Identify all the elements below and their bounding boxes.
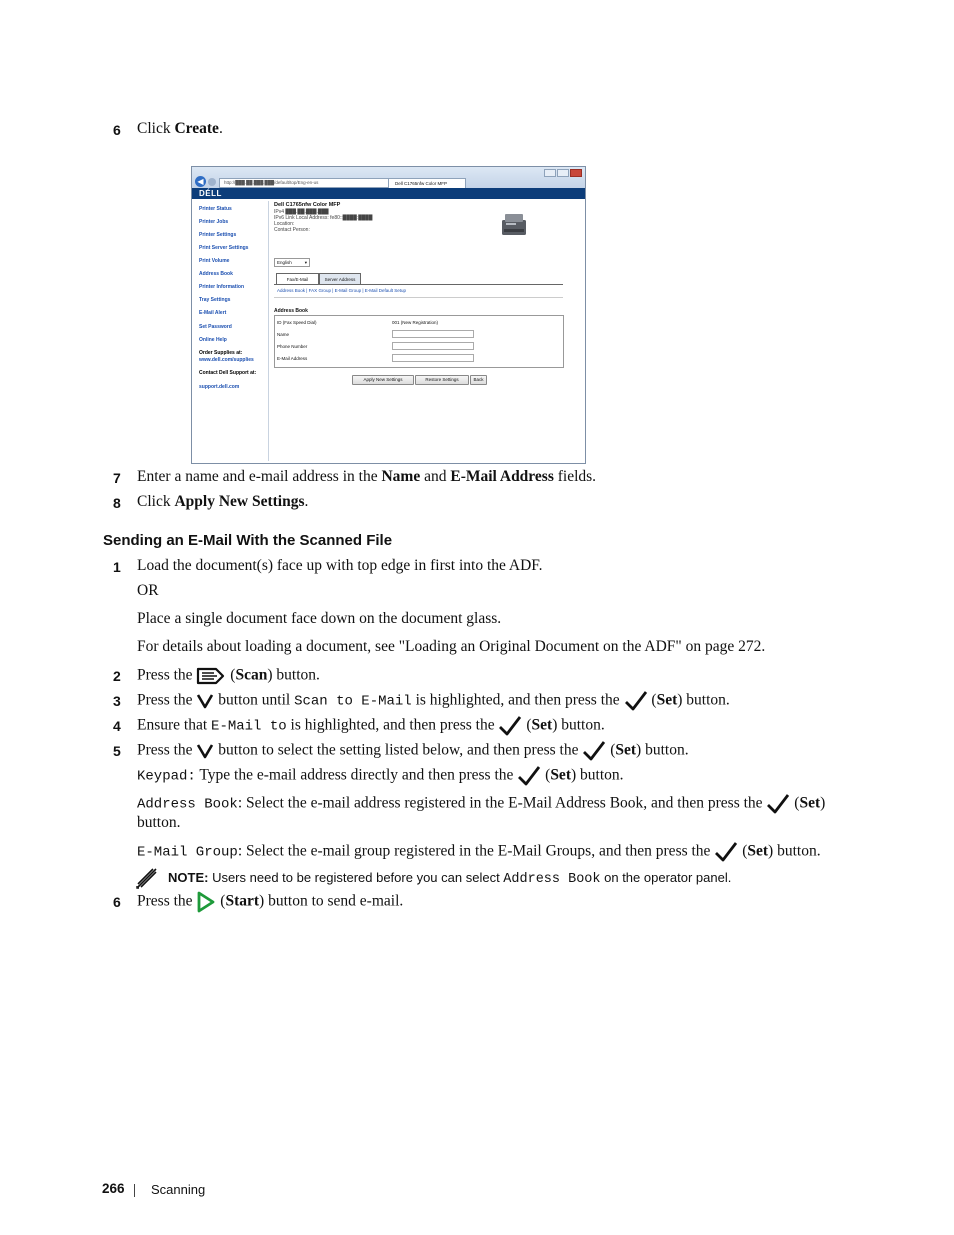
back-button: Back [470, 375, 487, 385]
apply-new-settings-label: Apply New Settings [174, 493, 305, 510]
scan-to-email-code: Scan to E-Mail [294, 693, 412, 710]
step-text: Enter a name and e-mail address in the [137, 468, 382, 485]
name-label: Name [277, 332, 290, 337]
address-book-title: Address Book [274, 308, 308, 314]
footer-divider [134, 1184, 135, 1197]
email-field [392, 354, 474, 362]
tab-server-address: Server Address [319, 273, 361, 285]
checkmark-icon [582, 740, 606, 762]
nav-printer-status: Printer Status [199, 206, 232, 212]
section-heading: Sending an E-Mail With the Scanned File [103, 532, 393, 549]
checkmark-icon [714, 841, 738, 863]
minimize-icon [544, 169, 556, 177]
printer-ipv6: IPv6 Link Local Address: fe80::████:████ [274, 215, 373, 221]
step-text: Press the [137, 691, 197, 709]
note [168, 869, 731, 889]
keypad-code: Keypad: [137, 768, 196, 785]
chevron-down-icon [196, 693, 214, 709]
support-link: support.dell.com [199, 384, 240, 390]
language-value: English [277, 260, 292, 265]
step-text: button until [214, 691, 295, 709]
dell-header-bar [192, 188, 585, 199]
back-arrow-icon: ◀ [195, 176, 206, 187]
nav-print-server-settings: Print Server Settings [199, 245, 249, 251]
set-label: Set [615, 741, 637, 759]
step-text: Click [137, 493, 175, 510]
address-bar: http://███.██.███.███/default/top/Eng-en-us [219, 178, 391, 188]
nav-email-alert: E-Mail Alert [199, 310, 227, 316]
printer-location: Location: [274, 221, 295, 227]
step-1-details: For details about loading a document, see "Loading an Original Document on the ADF" on page 272. [137, 638, 766, 655]
step-7-enter-name [137, 467, 596, 487]
browser-tab: Dell C1765nfw Color MFP [388, 178, 466, 188]
step-number: 5 [113, 743, 121, 759]
note-pencil-icon [136, 867, 158, 889]
contact-support-label: Contact Dell Support at: [199, 370, 257, 376]
step-text: and [420, 468, 451, 485]
step-text: Ensure that [137, 716, 212, 734]
step-text: Press the [137, 666, 197, 684]
order-supplies-link: www.dell.com/supplies [199, 357, 254, 363]
step-text: button. [557, 716, 605, 734]
nav-divider [268, 201, 269, 461]
sub-links: Address Book | FAX Group | E-Mail Group | E-Mail Default Setup [277, 288, 407, 293]
start-label: Start [225, 892, 260, 910]
address-book-code: Address Book [503, 872, 601, 887]
email-label: E-Mail Address [277, 356, 308, 361]
step-number: 3 [113, 693, 121, 709]
printer-title: Dell C1765nfw Color MFP [274, 202, 341, 208]
note-text: on the operator panel. [600, 870, 732, 885]
page-number: 266 [102, 1181, 125, 1196]
step-1-alt: Place a single document face down on the document glass. [137, 610, 502, 627]
step-number: 2 [113, 668, 121, 684]
step-2-scan: Press the (Scan) button. [137, 665, 320, 687]
step-text: Press the [137, 741, 197, 759]
set-label: Set [531, 716, 553, 734]
printer-ipv4: IPv4 ███.██.███.███ [274, 209, 329, 215]
step-6-start: Press the (Start) button to send e-mail. [137, 891, 403, 913]
step-5-select-setting: Press the button to select the setting listed below, and then press the (Set) button. [137, 740, 689, 762]
email-address-label: E-Mail Address [450, 468, 554, 485]
or-text: OR [137, 582, 159, 599]
set-label: Set [799, 794, 821, 812]
step-6-create [137, 119, 223, 139]
nav-online-help: Online Help [199, 337, 227, 343]
sub-divider [274, 297, 563, 298]
nav-tray-settings: Tray Settings [199, 297, 231, 303]
printer-image-icon [500, 211, 528, 237]
step-text: button to send e-mail. [264, 892, 404, 910]
dropdown-arrow-icon: ▾ [304, 260, 307, 265]
nav-set-password: Set Password [199, 324, 232, 330]
step-number: 6 [113, 894, 121, 910]
step-text: button. [272, 666, 320, 684]
step-text: button. [682, 691, 730, 709]
step-number: 4 [113, 718, 121, 734]
step-8-apply [137, 492, 308, 512]
restore-settings-button: Restore Settings [415, 375, 469, 385]
nav-printer-jobs: Printer Jobs [199, 219, 229, 225]
option-text: : Select the e-mail address registered in the E-Mail Address Book, and then press the [237, 794, 767, 812]
step-text: fields. [553, 468, 597, 485]
phone-label: Phone Number [277, 344, 308, 349]
option-address-book-cont: button. [137, 814, 181, 831]
printer-contact: Contact Person: [274, 227, 310, 233]
step-text: Press the [137, 892, 197, 910]
step-text: is highlighted, and then press the [411, 691, 624, 709]
option-email-group: E-Mail Group: Select the e-mail group registered in the E-Mail Groups, and then press the (Set) button. [137, 841, 821, 863]
close-icon [570, 169, 582, 177]
start-play-icon [196, 891, 216, 913]
tab-fax-email: Fax/E-Mail [276, 273, 319, 285]
apply-new-settings-button: Apply New Settings [352, 375, 414, 385]
checkmark-icon [624, 690, 648, 712]
step-number: 7 [113, 470, 121, 486]
set-label: Set [656, 691, 678, 709]
create-label: Create [174, 120, 219, 137]
note-text: Users need to be registered before you can select [208, 870, 504, 885]
checkmark-icon [766, 793, 790, 815]
step-text: button. [641, 741, 689, 759]
step-text: Click [137, 120, 175, 137]
option-keypad: Keypad: Type the e-mail address directly and then press the (Set) button. [137, 765, 624, 787]
step-number: 6 [113, 122, 121, 138]
maximize-icon [557, 169, 569, 177]
option-address-book: Address Book: Select the e-mail address registered in the E-Mail Address Book, and then press the (Set) [137, 793, 825, 815]
step-1-load: Load the document(s) face up with top edge in first into the ADF. [137, 557, 543, 574]
note-label: NOTE: [168, 870, 209, 885]
window-controls [544, 169, 582, 177]
scan-label: Scan [235, 666, 268, 684]
scan-button-icon [196, 665, 226, 687]
dell-logo: DÉLL [199, 189, 222, 198]
footer-section: Scanning [151, 1182, 206, 1197]
option-text: button. [773, 842, 821, 860]
tab-underline [274, 284, 563, 285]
nav-print-volume: Print Volume [199, 258, 230, 264]
name-label: Name [381, 468, 421, 485]
nav-printer-settings: Printer Settings [199, 232, 237, 238]
forward-arrow-icon [208, 178, 216, 186]
nav-printer-information: Printer Information [199, 284, 245, 290]
step-text: . [304, 493, 309, 510]
step-number: 1 [113, 559, 121, 575]
chevron-down-icon [196, 743, 214, 759]
address-book-code: Address Book [137, 796, 238, 813]
name-field [392, 330, 474, 338]
step-text: is highlighted, and then press the [286, 716, 499, 734]
set-label: Set [550, 766, 571, 784]
step-text: button to select the setting listed below, and then press the [214, 741, 583, 759]
option-text: : Select the e-mail group registered in the E-Mail Groups, and then press the [237, 842, 715, 860]
email-group-code: E-Mail Group [137, 844, 238, 861]
order-supplies-label: Order Supplies at: [199, 350, 243, 356]
step-text: . [218, 120, 223, 137]
option-text: Type the e-mail address directly and then press the [195, 766, 518, 784]
phone-field [392, 342, 474, 350]
checkmark-icon [517, 765, 541, 787]
step-3-scan-to-email: Press the button until Scan to E-Mail is highlighted, and then press the (Set) button. [137, 690, 730, 712]
step-number: 8 [113, 495, 121, 511]
email-to-code: E-Mail to [211, 718, 287, 735]
id-label: ID (Fax Speed Dial) [277, 320, 317, 325]
browser-screenshot [191, 166, 586, 464]
nav-address-book: Address Book [199, 271, 233, 277]
language-select [274, 258, 310, 267]
checkmark-icon [498, 715, 522, 737]
option-text: button. [576, 766, 624, 784]
step-4-email-to: Ensure that E-Mail to is highlighted, and then press the (Set) button. [137, 715, 605, 737]
id-value: 001 (New Registration) [392, 320, 439, 325]
set-label: Set [747, 842, 769, 860]
